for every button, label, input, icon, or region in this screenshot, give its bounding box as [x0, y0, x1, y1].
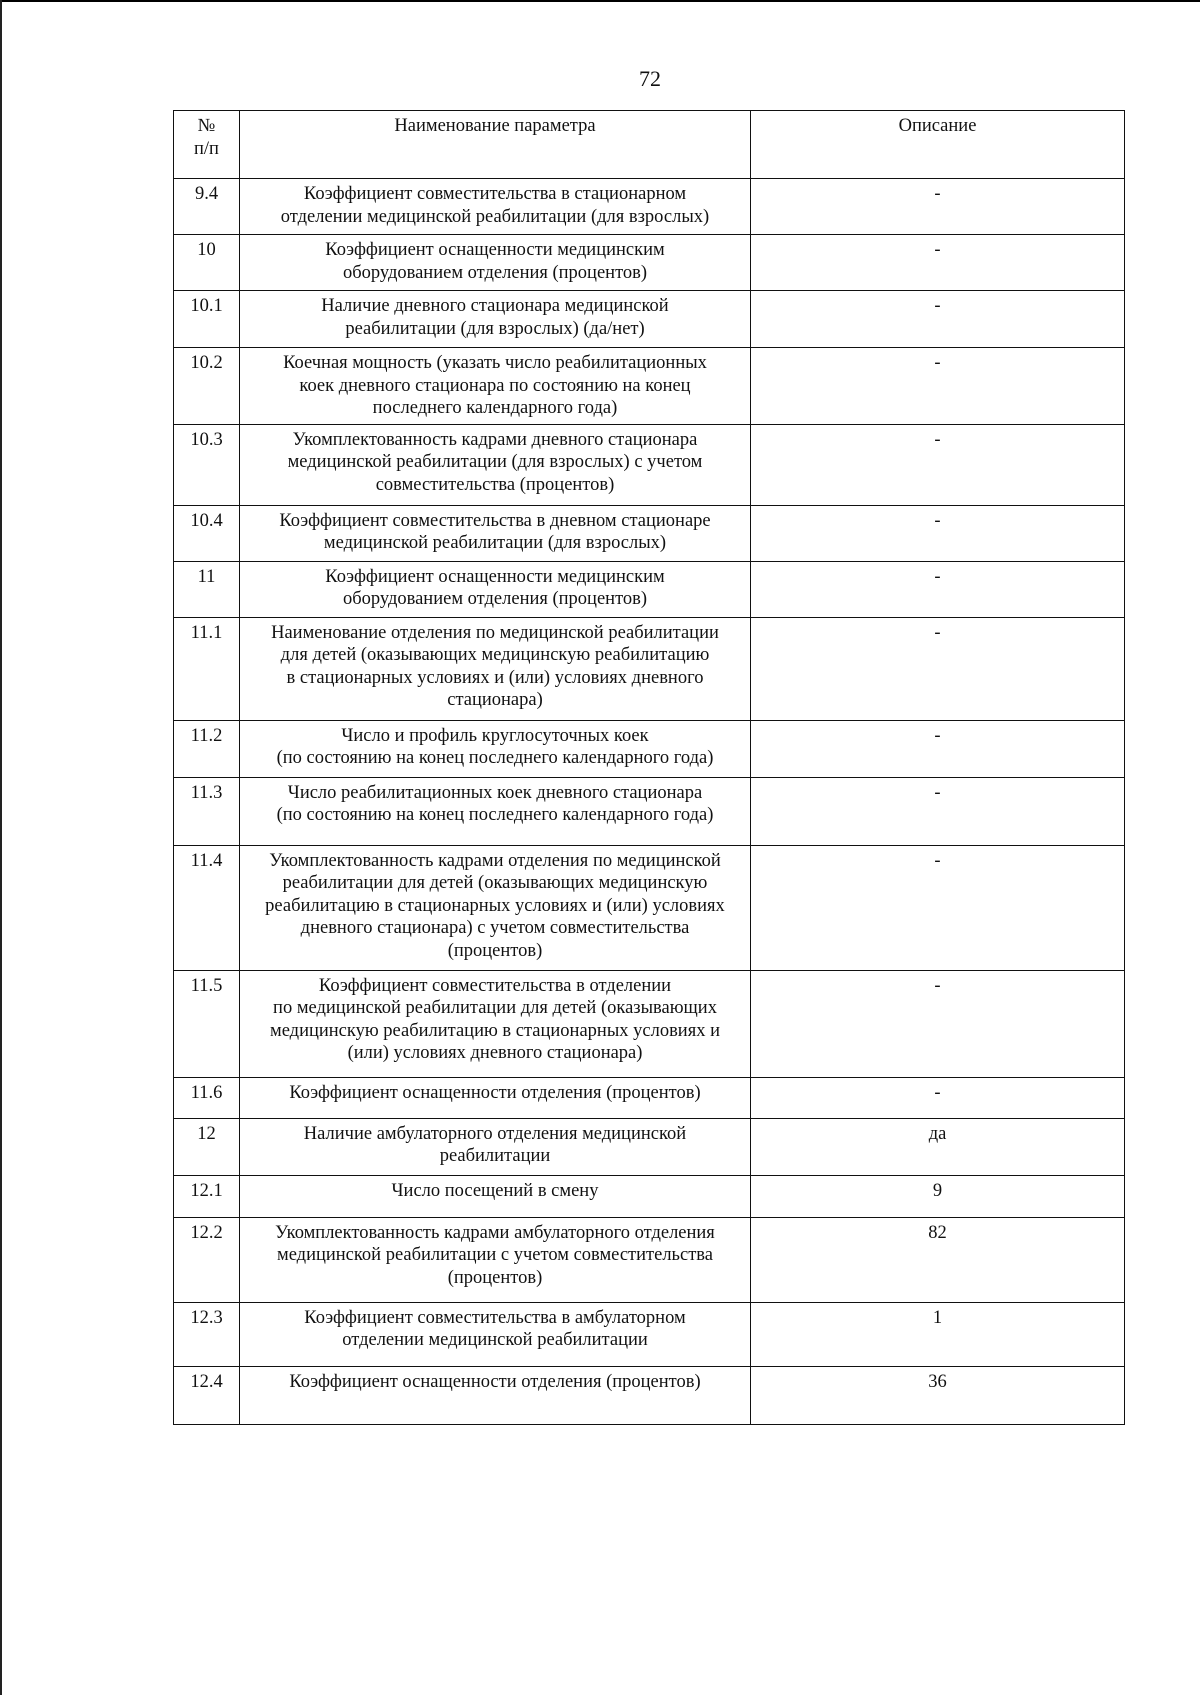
- row-number: 11.3: [174, 777, 240, 845]
- parameter-description: 82: [751, 1217, 1125, 1302]
- row-number: 10.3: [174, 424, 240, 505]
- parameter-description: -: [751, 561, 1125, 617]
- parameter-description: -: [751, 720, 1125, 777]
- parameter-name: Число и профиль круглосуточных коек (по состоянию на конец последнего календарного года): [240, 720, 751, 777]
- row-number: 12.1: [174, 1175, 240, 1217]
- table-row: [174, 720, 1125, 777]
- table-row: [174, 970, 1125, 1077]
- parameter-description: да: [751, 1118, 1125, 1175]
- parameter-description: -: [751, 617, 1125, 720]
- parameter-description: 9: [751, 1175, 1125, 1217]
- parameter-name: Наименование отделения по медицинской реабилитации для детей (оказывающих медицинскую реабилитацию в стационарных условиях и (или) условиях дневного стационара): [240, 617, 751, 720]
- scan-left-edge: [0, 0, 2, 1695]
- parameter-description: -: [751, 845, 1125, 970]
- header-num: № п/п: [174, 111, 240, 179]
- parameter-name: Коэффициент оснащенности отделения (процентов): [240, 1077, 751, 1118]
- row-number: 11.6: [174, 1077, 240, 1118]
- parameter-name: Коэффициент оснащенности медицинским оборудованием отделения (процентов): [240, 561, 751, 617]
- parameter-description: -: [751, 348, 1125, 425]
- row-number: 10.2: [174, 348, 240, 425]
- table-row: [174, 777, 1125, 845]
- parameter-description: 36: [751, 1366, 1125, 1424]
- parameter-name: Наличие дневного стационара медицинской реабилитации (для взрослых) (да/нет): [240, 291, 751, 348]
- parameter-name: Укомплектованность кадрами отделения по медицинской реабилитации для детей (оказывающих медицинскую реабилитацию в стационарных условиях и (или) условиях дневного стационара) с учетом совместительства (процентов): [240, 845, 751, 970]
- row-number: 12.4: [174, 1366, 240, 1424]
- row-number: 11.1: [174, 617, 240, 720]
- table-row: [174, 1175, 1125, 1217]
- table-row: [174, 505, 1125, 561]
- table-row: [174, 179, 1125, 235]
- parameter-description: -: [751, 970, 1125, 1077]
- parameter-name: Укомплектованность кадрами амбулаторного отделения медицинской реабилитации с учетом совместительства (процентов): [240, 1217, 751, 1302]
- table-row: [174, 1077, 1125, 1118]
- parameter-description: -: [751, 1077, 1125, 1118]
- row-number: 11: [174, 561, 240, 617]
- table-row: [174, 424, 1125, 505]
- header-desc: Описание: [751, 111, 1125, 179]
- parameter-name: Укомплектованность кадрами дневного стационара медицинской реабилитации (для взрослых) с учетом совместительства (процентов): [240, 424, 751, 505]
- row-number: 12: [174, 1118, 240, 1175]
- row-number: 11.5: [174, 970, 240, 1077]
- parameter-name: Коэффициент оснащенности медицинским оборудованием отделения (процентов): [240, 235, 751, 291]
- row-number: 10.1: [174, 291, 240, 348]
- parameter-name: Число реабилитационных коек дневного стационара (по состоянию на конец последнего календарного года): [240, 777, 751, 845]
- table-row: [174, 235, 1125, 291]
- table-header-row: [174, 111, 1125, 179]
- parameter-description: -: [751, 424, 1125, 505]
- scan-top-edge: [0, 0, 1200, 2]
- table-row: [174, 291, 1125, 348]
- parameter-description: -: [751, 235, 1125, 291]
- parameter-name: Коэффициент совместительства в дневном стационаре медицинской реабилитации (для взрослых): [240, 505, 751, 561]
- table-row: [174, 1118, 1125, 1175]
- parameter-description: -: [751, 179, 1125, 235]
- parameter-name: Коэффициент совместительства в стационарном отделении медицинской реабилитации (для взрослых): [240, 179, 751, 235]
- parameter-name: Коэффициент совместительства в амбулаторном отделении медицинской реабилитации: [240, 1302, 751, 1366]
- parameter-name: Коечная мощность (указать число реабилитационных коек дневного стационара по состоянию на конец последнего календарного года): [240, 348, 751, 425]
- table-body: [174, 179, 1125, 1425]
- table-row: [174, 617, 1125, 720]
- row-number: 10.4: [174, 505, 240, 561]
- parameter-name: Наличие амбулаторного отделения медицинской реабилитации: [240, 1118, 751, 1175]
- row-number: 11.2: [174, 720, 240, 777]
- parameters-table: [173, 110, 1125, 1425]
- row-number: 9.4: [174, 179, 240, 235]
- row-number: 10: [174, 235, 240, 291]
- header-name: Наименование параметра: [240, 111, 751, 179]
- parameter-description: -: [751, 291, 1125, 348]
- row-number: 11.4: [174, 845, 240, 970]
- parameter-name: Коэффициент совместительства в отделении по медицинской реабилитации для детей (оказывающих медицинскую реабилитацию в стационарных условиях и (или) условиях дневного стационара): [240, 970, 751, 1077]
- parameter-name: Коэффициент оснащенности отделения (процентов): [240, 1366, 751, 1424]
- table-row: [174, 845, 1125, 970]
- page-number: 72: [639, 66, 661, 91]
- table-row: [174, 561, 1125, 617]
- parameter-name: Число посещений в смену: [240, 1175, 751, 1217]
- table-row: [174, 348, 1125, 425]
- parameter-description: -: [751, 505, 1125, 561]
- row-number: 12.2: [174, 1217, 240, 1302]
- parameter-description: -: [751, 777, 1125, 845]
- parameter-description: 1: [751, 1302, 1125, 1366]
- table-row: [174, 1366, 1125, 1424]
- table-row: [174, 1302, 1125, 1366]
- row-number: 12.3: [174, 1302, 240, 1366]
- table-row: [174, 1217, 1125, 1302]
